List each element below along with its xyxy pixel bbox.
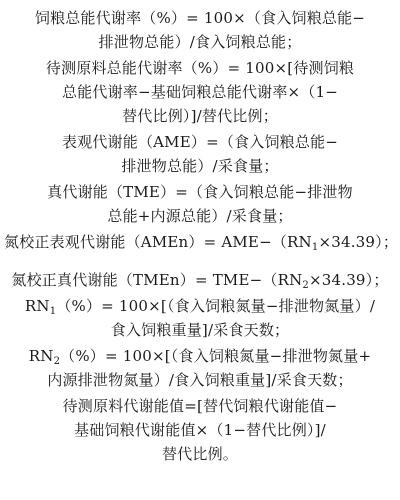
formula-test-ingredient-me-line-3: 替代比例。 — [161, 445, 238, 463]
formula-tmen-text: 氮校正真代谢能（TMEn）= TME−（RN — [11, 271, 303, 289]
formula-tme-line-1: 真代谢能（TME）=（食入饲粮总能−排泄物 — [47, 183, 353, 201]
formula-ame-line-2: 排泄物总能）/采食量； — [121, 157, 279, 175]
formula-amen-text: 氮校正表观代谢能（AMEn）= AME−（RN — [4, 233, 312, 251]
formula-rn1-symbol: RN — [24, 297, 50, 315]
formula-rn2-line-1 — [4, 344, 396, 368]
formula-gross-energy-line-1: 饲粮总能代谢率（%）= 100×（食入饲粮总能− — [34, 9, 366, 27]
formula-rn1-line-1 — [4, 294, 396, 318]
formula-tmen-subscript: 2 — [302, 280, 309, 291]
formula-rn1-text: （%）= 100×[（食入饲粮氮量−排泄物氮量）/ — [56, 297, 376, 315]
formula-ame-line-1: 表观代谢能（AME）=（食入饲粮总能− — [61, 133, 339, 151]
formula-test-ingredient-me-line-1: 待测原料代谢能值=[替代饲粮代谢能值− — [62, 397, 338, 415]
formula-tme-line-2: 总能+内源总能）/采食量； — [107, 207, 293, 225]
formula-test-ingredient-ge-line-2: 总能代谢率−基础饲粮总能代谢率×（1− — [61, 83, 339, 101]
formula-amen — [4, 230, 399, 254]
formula-test-ingredient-ge-line-1: 待测原料总能代谢率（%）= 100×[待测饲粮 — [45, 59, 355, 77]
formula-amen-subscript: 1 — [311, 242, 319, 253]
formula-rn2-line-2: 内源排泄物氮量）/食入饲粮重量]/采食天数； — [47, 371, 353, 389]
formula-rn2-text: （%）= 100×[（食入饲粮氮量−排泄物氮量+ — [60, 347, 372, 365]
formula-tmen-tail: ×34.39）； — [308, 271, 389, 289]
formula-amen-tail: ×34.39）； — [318, 233, 399, 251]
formula-gross-energy-line-2: 排泄物总能）/食入饲粮总能； — [98, 33, 302, 51]
formula-rn1-line-2: 食入饲粮重量]/采食天数； — [110, 321, 290, 339]
formula-test-ingredient-me-line-2: 基础饲粮代谢能值×（1−替代比例）]/ — [74, 421, 326, 439]
formula-tmen — [4, 268, 396, 292]
formula-test-ingredient-ge-line-3: 替代比例）]/替代比例； — [122, 107, 278, 125]
formula-rn1-subscript: 1 — [49, 306, 57, 317]
formula-rn2-subscript: 2 — [53, 356, 61, 367]
formula-rn2-symbol: RN — [28, 347, 54, 365]
